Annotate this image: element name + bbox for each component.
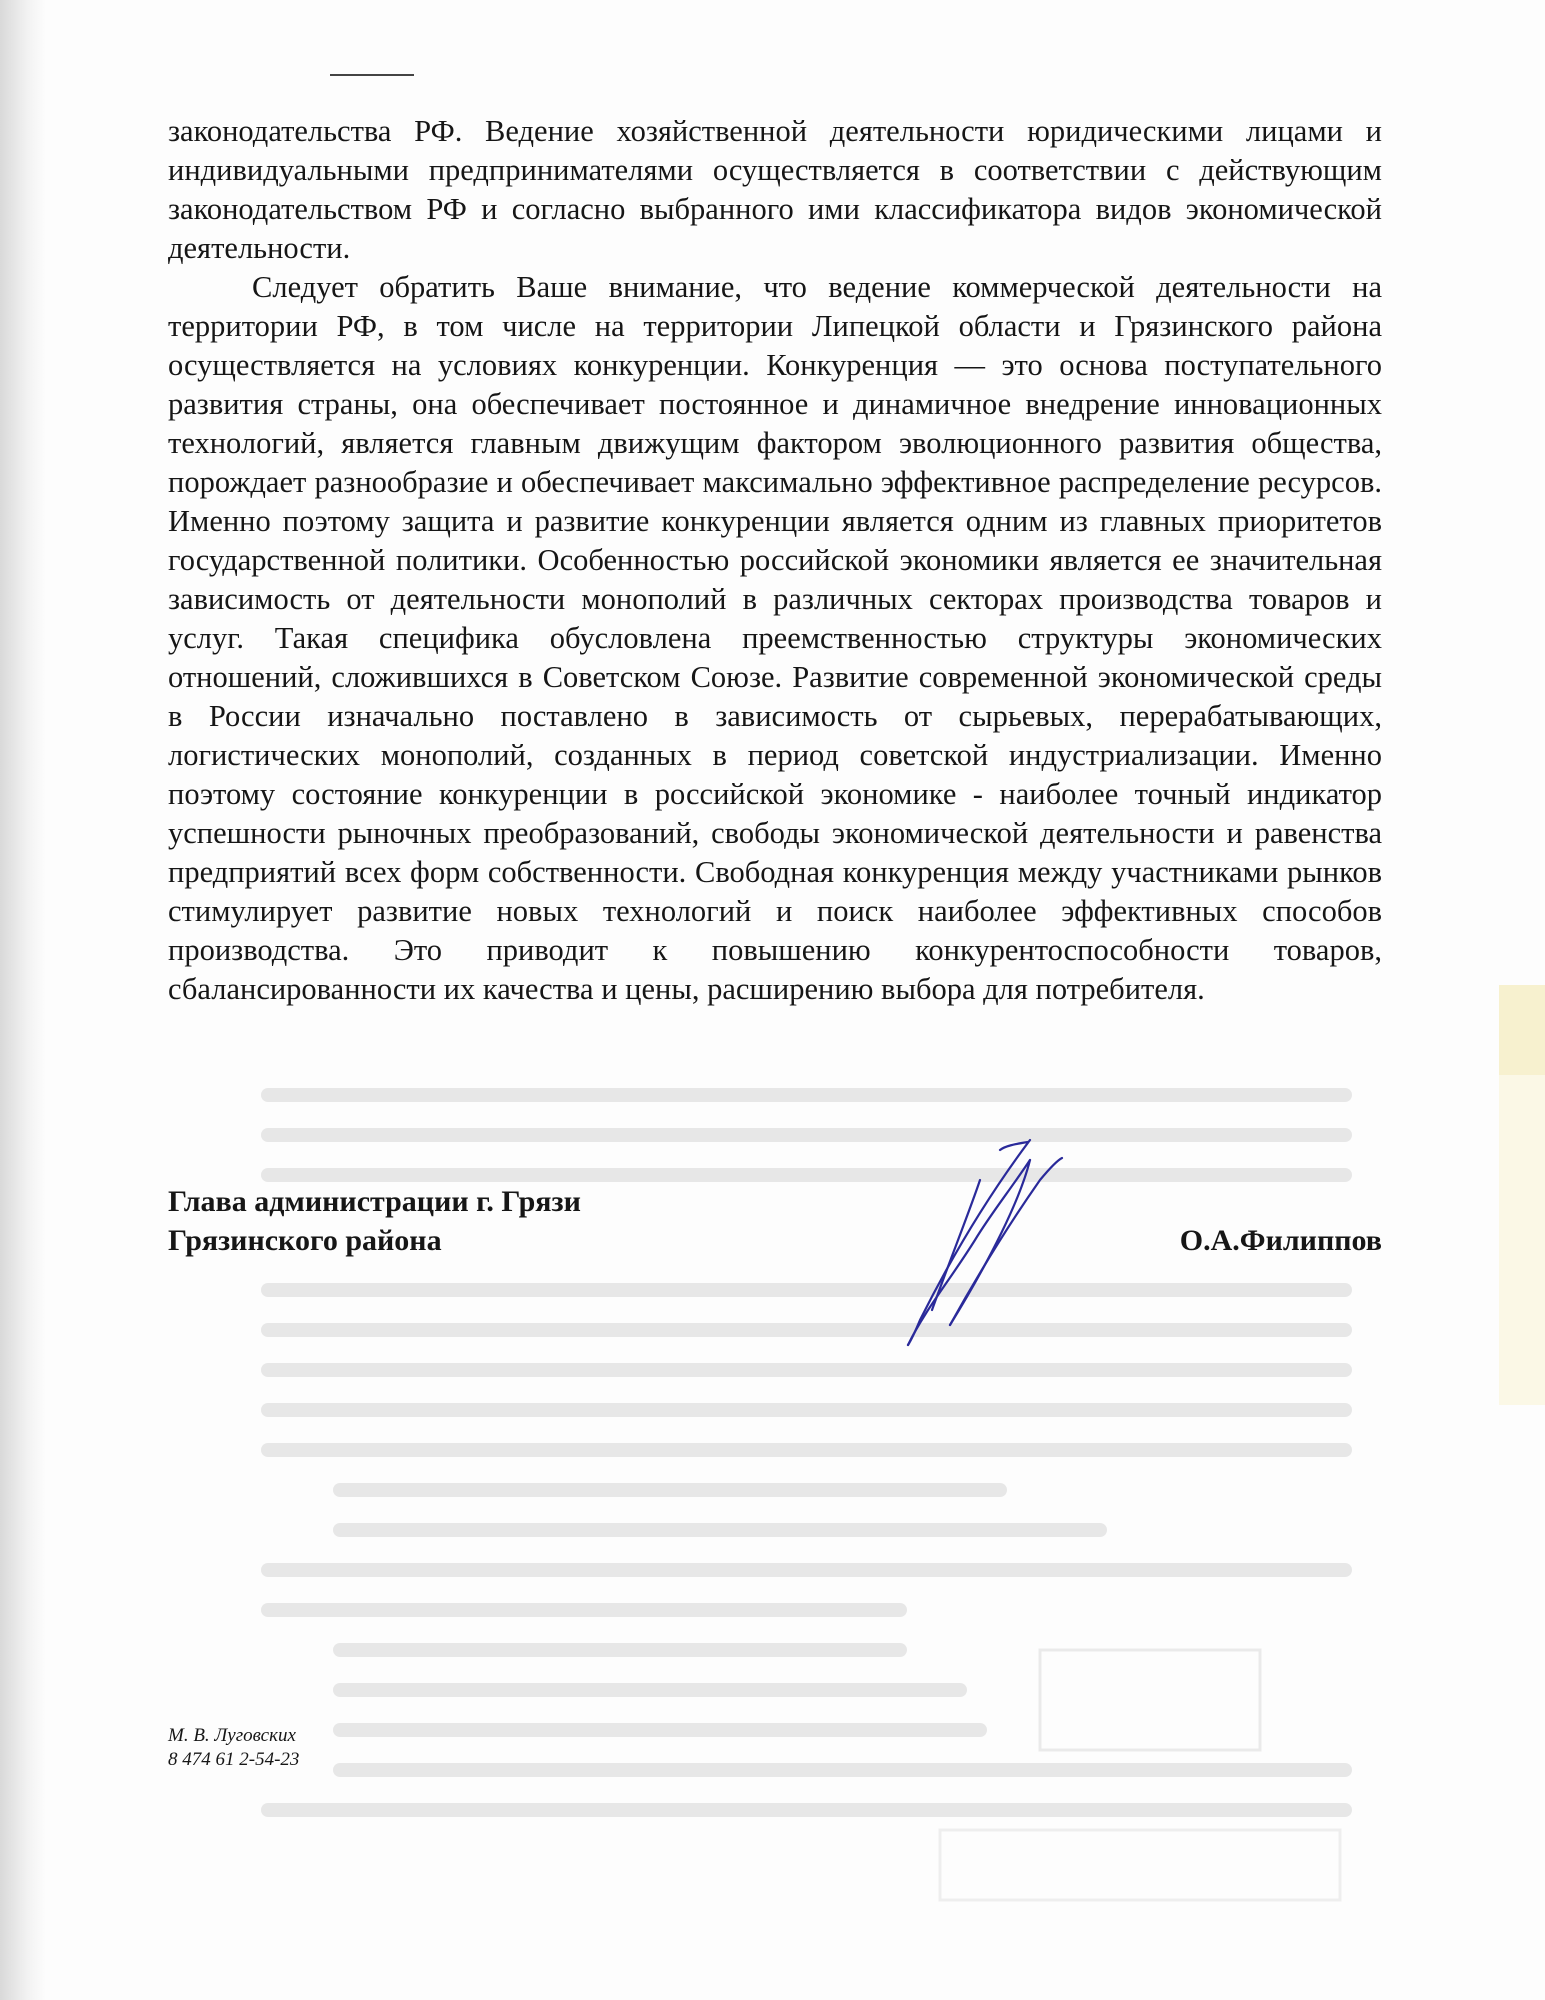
paragraph-continuation: законодательства РФ. Ведение хозяйственной деятельности юридическими лицами и индивидуальными предпринимателями осуществляется в соответствии с действующим законодательством РФ и согласно выбранного ими классификатора видов экономической деятельности. xyxy=(168,114,1382,265)
signatory-title-line2: Грязинского района xyxy=(168,1224,442,1257)
signatory-title-line1: Глава администрации г. Грязи xyxy=(168,1185,581,1218)
scan-edge-shadow xyxy=(0,0,46,2000)
executor-footer xyxy=(168,1724,299,1772)
signature-block xyxy=(168,1182,1382,1260)
paragraph-competition: Следует обратить Ваше внимание, что ведение коммерческой деятельности на территории РФ, в том числе на территории Липецкой области и Грязинского района осуществляется на условиях конкуренции. Конкуренция — это основа поступательного развития страны, она обеспечивает постоянное и динамичное внедрение инновационных технологий, является главным движущим фактором эволюционного развития общества, порождает разнообразие и обеспечивает максимально эффективное распределение ресурсов. Именно поэтому защита и развитие конкуренции является одним из главных приоритетов государственной политики. Особенностью российской экономики является ее значительная зависимость от деятельности монополий в различных секторах производства товаров и услуг. Такая специфика обусловлена преемственностью структуры экономических отношений, сложившихся в Советском Союзе. Развитие современной экономической среды в России изначально поставлено в зависимость от сырьевых, перерабатывающих, логистических монополий, созданных в период советской индустриализации. Именно поэтому состояние конкуренции в российской экономике - наиболее точный индикатор успешности рыночных преобразований, свободы экономической деятельности и равенства предприятий всех форм собственности. Свободная конкуренция между участниками рынков стимулирует развитие новых технологий и поиск наиболее эффективных способов производства. Это приводит к повышению конкурентоспособности товаров, сбалансированности их качества и цены, расширению выбора для потребителя. xyxy=(168,270,1382,1006)
header-dash xyxy=(330,74,414,76)
scan-margin-mark xyxy=(1499,985,1545,1075)
scan-margin-mark-light xyxy=(1499,1075,1545,1405)
handwritten-signature xyxy=(880,1120,1090,1350)
signatory-name: О.А.Филиппов xyxy=(1179,1224,1382,1257)
executor-name: М. В. Луговских xyxy=(168,1725,296,1746)
executor-phone: 8 474 61 2-54-23 xyxy=(168,1749,300,1770)
letter-body xyxy=(168,112,1382,1009)
